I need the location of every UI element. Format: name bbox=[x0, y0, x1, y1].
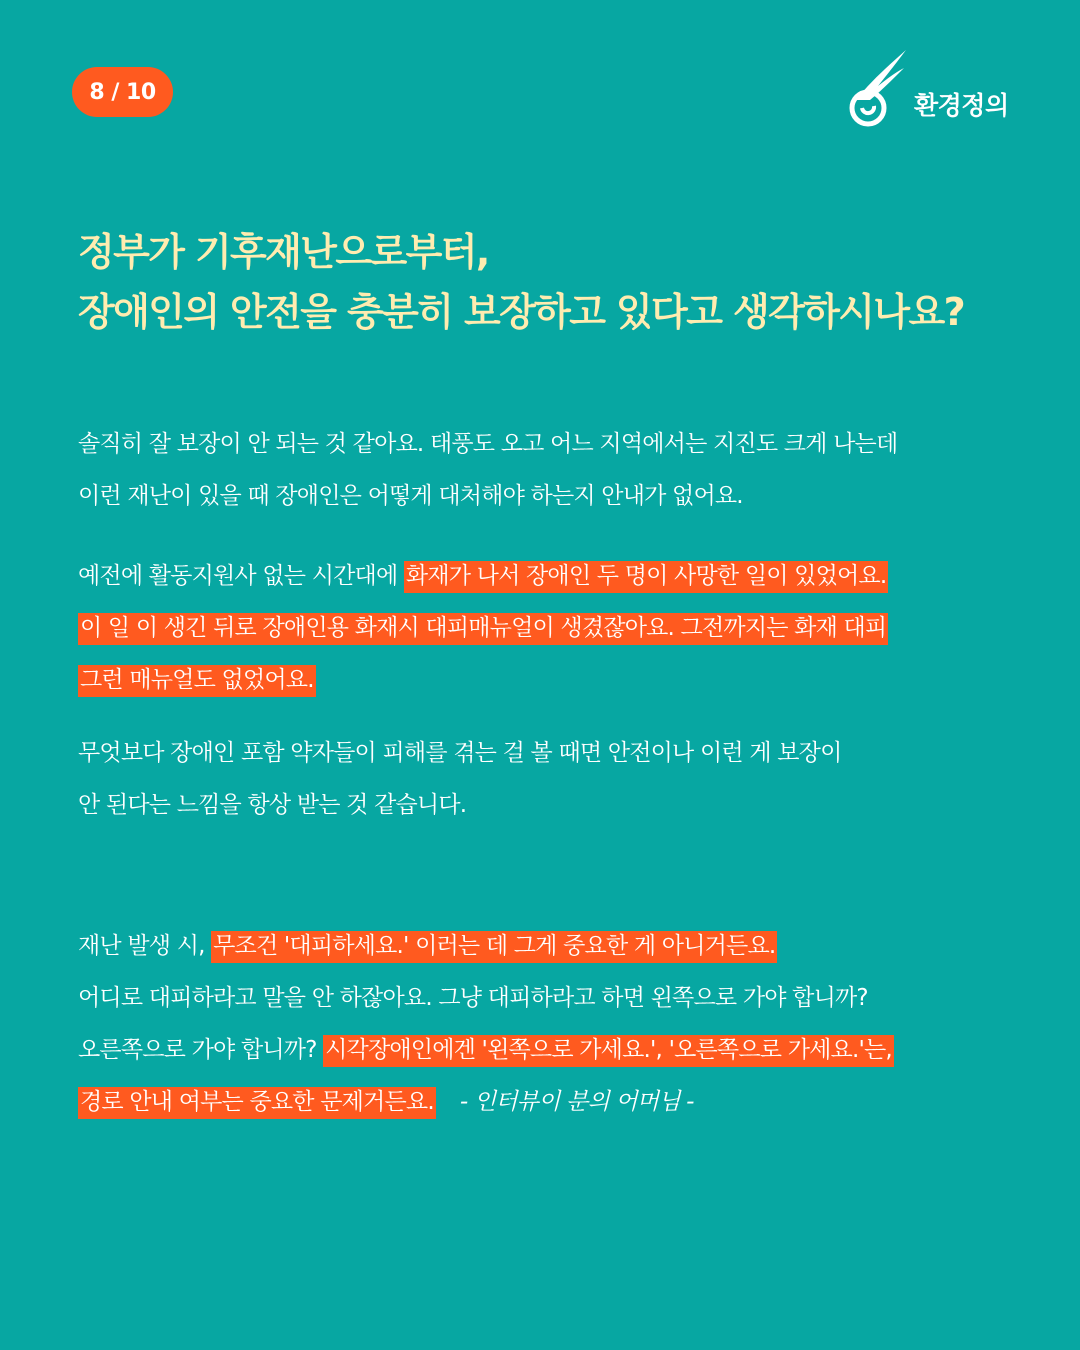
highlighted-text: 시각장애인에겐 '왼쪽으로 가세요.', '오른쪽으로 가세요.'는, bbox=[323, 1035, 894, 1067]
paragraph-line bbox=[78, 1076, 1008, 1128]
question-headline bbox=[78, 222, 1008, 342]
paragraph-line bbox=[78, 920, 1008, 972]
paragraph-line: 무엇보다 장애인 포함 약자들이 피해를 겪는 걸 볼 때면 안전이나 이런 게 보장이 bbox=[78, 740, 842, 766]
paragraph-line bbox=[78, 1024, 1008, 1076]
headline-line-2: 장애인의 안전을 충분히 보장하고 있다고 생각하시나요? bbox=[78, 290, 965, 334]
swoosh-logo-icon bbox=[848, 48, 910, 128]
highlighted-text: 경로 안내 여부는 중요한 문제거든요. bbox=[78, 1087, 436, 1119]
paragraph-line bbox=[78, 550, 1008, 602]
answer-paragraph-3 bbox=[78, 727, 1008, 831]
paragraph-line: 안 된다는 느낌을 항상 받는 것 같습니다. bbox=[78, 792, 467, 818]
brand-logo bbox=[848, 48, 1009, 128]
paragraph-line: 이런 재난이 있을 때 장애인은 어떻게 대처해야 하는지 안내가 없어요. bbox=[78, 483, 743, 509]
page-indicator-badge: 8 / 10 bbox=[72, 67, 173, 117]
plain-text: 예전에 활동지원사 없는 시간대에 bbox=[78, 563, 404, 589]
highlighted-text: 이 일 이 생긴 뒤로 장애인용 화재시 대피매뉴얼이 생겼잖아요. 그전까지는 화재 대피 bbox=[78, 613, 888, 645]
brand-name: 환경정의 bbox=[914, 91, 1009, 120]
answer-paragraph-1 bbox=[78, 418, 1008, 522]
answer-paragraph-2 bbox=[78, 550, 1008, 706]
paragraph-line bbox=[78, 654, 1008, 706]
plain-text: 재난 발생 시, bbox=[78, 933, 212, 959]
headline-line-1: 정부가 기후재난으로부터, bbox=[78, 230, 489, 274]
paragraph-line: 솔직히 잘 보장이 안 되는 것 같아요. 태풍도 오고 어느 지역에서는 지진도 크게 나는데 bbox=[78, 431, 898, 457]
plain-text: 오른쪽으로 가야 합니까? bbox=[78, 1037, 324, 1063]
highlighted-text: 무조건 '대피하세요.' 이러는 데 그게 중요한 게 아니거든요. bbox=[211, 931, 777, 963]
quote-paragraph bbox=[78, 920, 1008, 1128]
highlighted-text: 화재가 나서 장애인 두 명이 사망한 일이 있었어요. bbox=[404, 561, 888, 593]
paragraph-line bbox=[78, 602, 1008, 654]
quote-credit: - 인터뷰이 분의 어머님 - bbox=[459, 1089, 694, 1115]
paragraph-line: 어디로 대피하라고 말을 안 하잖아요. 그냥 대피하라고 하면 왼쪽으로 가야 합니까? bbox=[78, 985, 868, 1011]
highlighted-text: 그런 매뉴얼도 없었어요. bbox=[78, 665, 316, 697]
